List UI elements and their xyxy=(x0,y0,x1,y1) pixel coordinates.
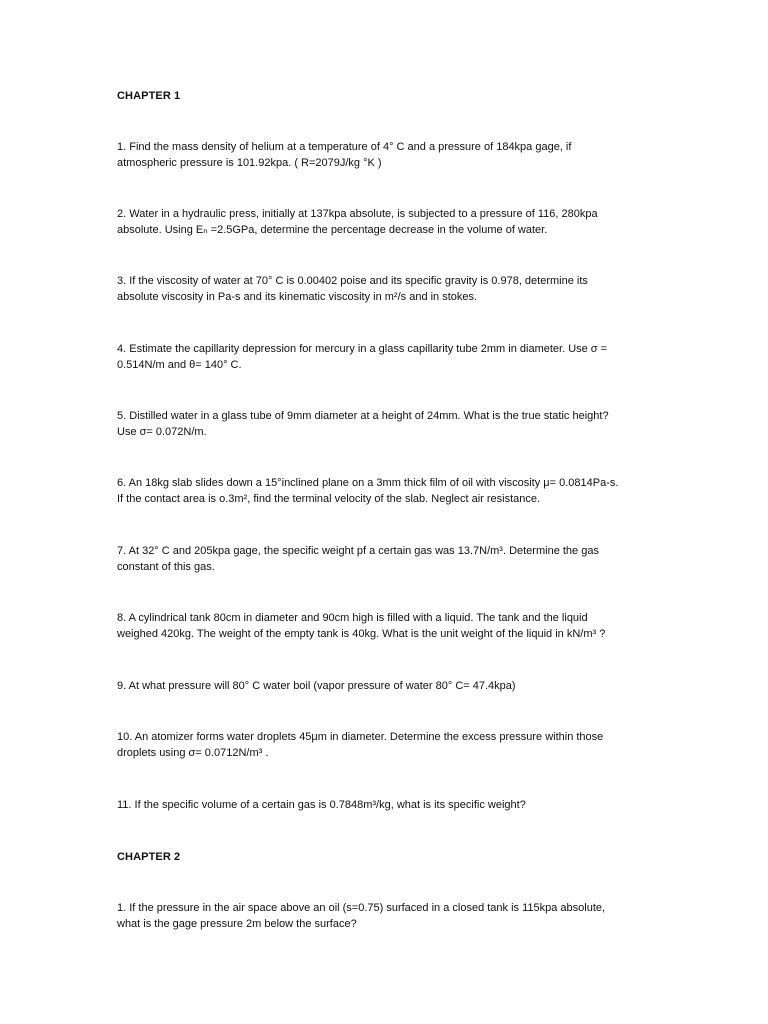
problem-1-4: 4. Estimate the capillarity depression for mercury in a glass capillarity tube 2mm in diameter. Use σ = 0.514N/m and θ= 140° C. xyxy=(117,343,608,371)
problem-1-8: 8. A cylindrical tank 80cm in diameter and 90cm high is filled with a liquid. The tank and the liquid weighed 420kg. The weight of the empty tank is 40kg. What is the unit weight of the liquid in kN/m³ ? xyxy=(117,612,606,640)
problem-2-1: 1. If the pressure in the air space above an oil (s=0.75) surfaced in a closed tank is 115kpa absolute, what is the gage pressure 2m below the surface? xyxy=(117,902,606,930)
problem-1-2: 2. Water in a hydraulic press, initially at 137kpa absolute, is subjected to a pressure of 116, 280kpa absolute. Using Eₙ =2.5GPa, determine the percentage decrease in the volume of water. xyxy=(117,208,598,236)
problem-1-1: 1. Find the mass density of helium at a temperature of 4° C and a pressure of 184kpa gage, if atmospheric pressure is 101.92kpa. ( R=2079J/kg °K ) xyxy=(117,141,572,169)
problem-1-11: 11. If the specific volume of a certain gas is 0.7848m³/kg, what is its specific weight? xyxy=(117,799,526,811)
problem-1-10: 10. An atomizer forms water droplets 45μm in diameter. Determine the excess pressure within those droplets using σ= 0.0712N/m³ . xyxy=(117,731,604,759)
problem-1-7: 7. At 32° C and 205kpa gage, the specific weight pf a certain gas was 13.7N/m³. Determine the gas constant of this gas. xyxy=(117,545,599,573)
chapter-1-heading: CHAPTER 1 xyxy=(117,90,181,102)
problem-1-3: 3. If the viscosity of water at 70° C is 0.00402 poise and its specific gravity is 0.978, determine its absolute viscosity in Pa-s and its kinematic viscosity in m²/s and in stokes. xyxy=(117,275,588,303)
problem-1-9: 9. At what pressure will 80° C water boil (vapor pressure of water 80° C= 47.4kpa) xyxy=(117,680,516,692)
chapter-2-heading: CHAPTER 2 xyxy=(117,851,181,863)
problem-1-5: 5. Distilled water in a glass tube of 9mm diameter at a height of 24mm. What is the true static height? Use σ= 0.072N/m. xyxy=(117,410,609,438)
problem-1-6: 6. An 18kg slab slides down a 15°inclined plane on a 3mm thick film of oil with viscosity μ= 0.0814Pa-s. If the contact area is o.3m², find the terminal velocity of the slab. Neglect air resistance. xyxy=(117,477,619,505)
